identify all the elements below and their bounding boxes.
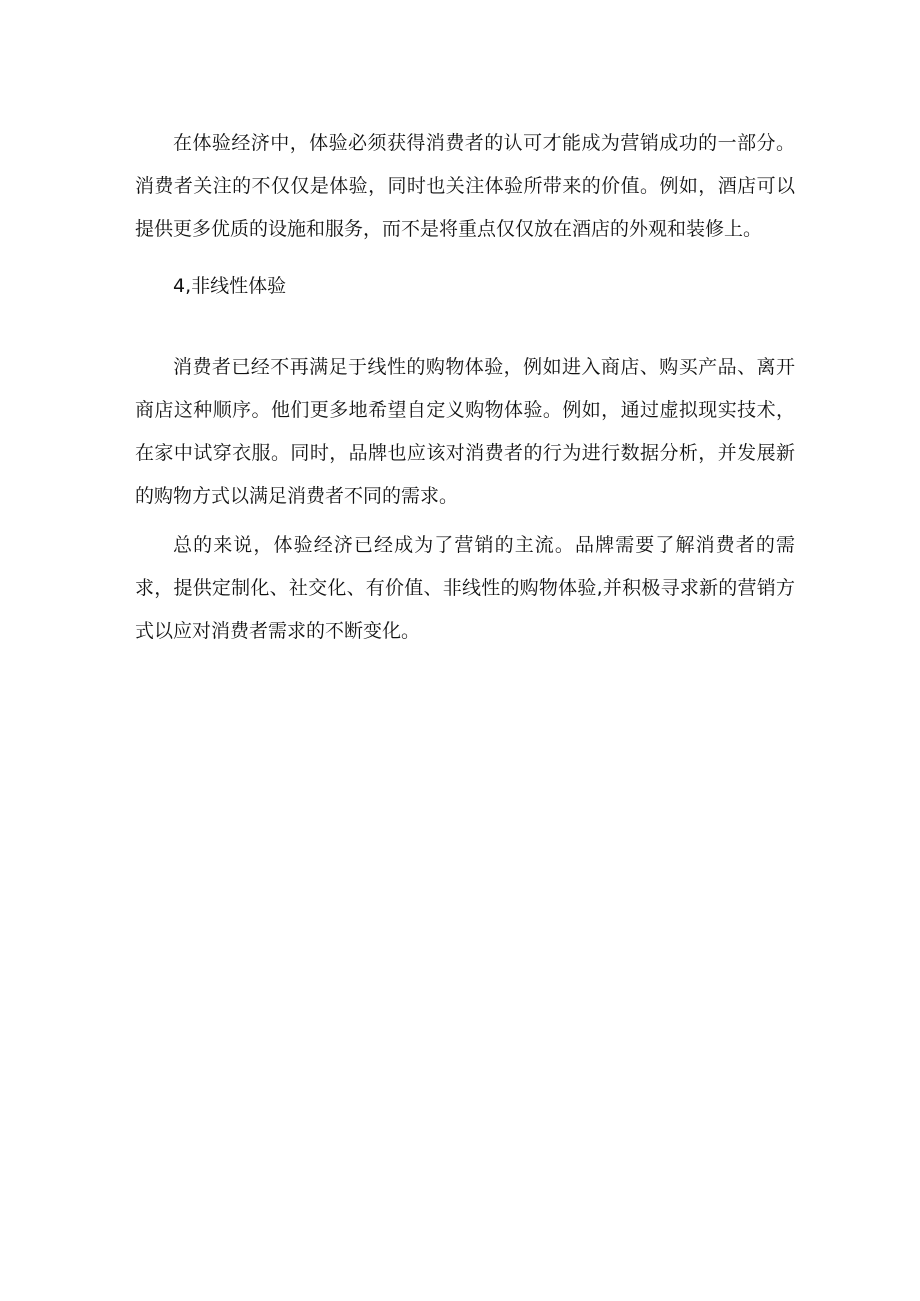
paragraph-nonlinear-shopping: 消费者已经不再满足于线性的购物体验，例如进入商店、购买产品、离开商店这种顺序。他们更多地希望自定义购物体验。例如，通过虚拟现实技术，在家中试穿衣服。同时，品牌也应该对消费者的行为进行数据分析，并发展新的购物方式以满足消费者不同的需求。 (135, 356, 795, 507)
section-heading-nonlinear-experience: 4,非线性体验 (173, 275, 287, 297)
paragraph-conclusion: 总的来说，体验经济已经成为了营销的主流。品牌需要了解消费者的需求，提供定制化、社交化、有价值、非线性的购物体验,并积极寻求新的营销方式以应对消费者需求的不断变化。 (135, 534, 795, 642)
paragraph-experience-value: 在体验经济中，体验必须获得消费者的认可才能成为营销成功的一部分。消费者关注的不仅仅是体验，同时也关注体验所带来的价值。例如，酒店可以提供更多优质的设施和服务，而不是将重点仅仅放在酒店的外观和装修上。 (135, 132, 795, 240)
document-body (135, 122, 795, 653)
